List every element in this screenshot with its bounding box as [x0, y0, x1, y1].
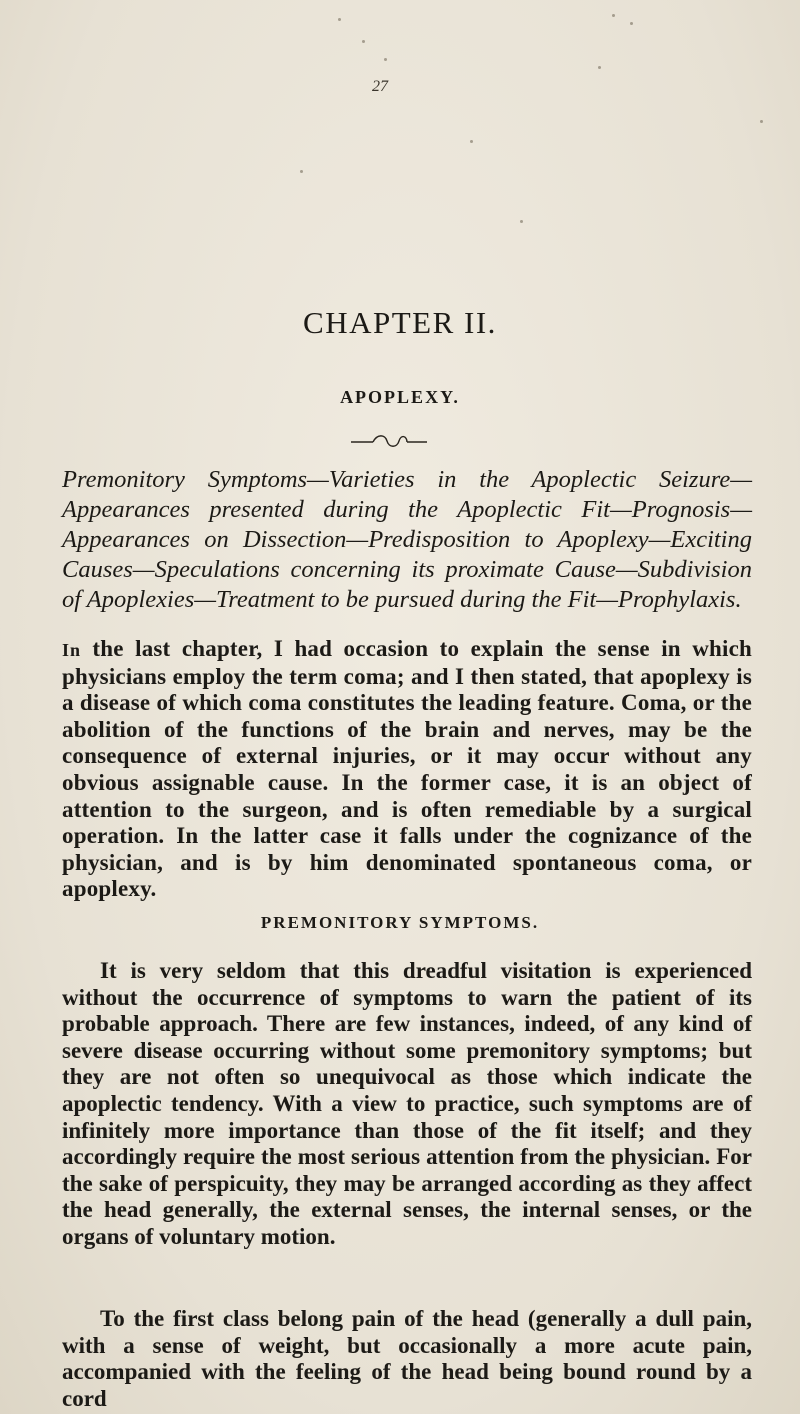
intro-text: the last chapter, I had occasion to explain the sense in which physicians employ the term coma; and I then stated, that apoplexy is a disease of which coma constitutes the leading feature. Coma, or the abolition of the functions of the brain and nerves, may be the consequence of external injuries, or it may occur without any obvious assignable cause. In the former case, it is an object of attention to the surgeon, and is often remediable by a surgical operation. In the latter case it falls under the cognizance of the physician, and is by him denominated spontaneous coma, or apoplexy.: [62, 636, 752, 902]
speckle: [612, 14, 615, 17]
intro-paragraph: [62, 636, 752, 903]
ornament-divider-icon: [349, 432, 429, 450]
speckle: [470, 140, 473, 143]
drop-initial: In: [62, 640, 82, 660]
speckle: [300, 170, 303, 173]
chapter-subject: APOPLEXY.: [340, 387, 460, 407]
speckle: [384, 58, 387, 61]
speckle: [362, 40, 365, 43]
speckle: [598, 66, 601, 69]
section-heading: PREMONITORY SYMPTOMS.: [260, 913, 540, 932]
body-paragraph: To the first class belong pain of the head (generally a dull pain, with a sense of weight, but occasionally a more acute pain, accompanied with the feeling of the head being bound round by a cord: [62, 1306, 752, 1411]
synopsis-text: Premonitory Symptoms—Varieties in the Apoplectic Seizure—Appearances presented during the Apoplectic Fit—Prognosis—Appearances on Dissection—Predisposition to Apoplexy—Exciting Causes—Speculations concerning its proximate Cause—Subdivision of Apoplexies—Treatment to be pursued during the Fit—Prophylaxis.: [62, 466, 752, 613]
speckle: [338, 18, 341, 21]
chapter-title: CHAPTER II.: [303, 305, 497, 340]
chapter-synopsis: [62, 465, 752, 615]
page-number: 27: [372, 78, 388, 95]
speckle: [760, 120, 763, 123]
speckle: [520, 220, 523, 223]
body-paragraph: It is very seldom that this dreadful visitation is experienced without the occurrence of symptoms to warn the patient of its probable approach. There are few instances, indeed, of any kind of severe disease occurring without some premonitory symptoms; but they are not often so unequivocal as those which indicate the apoplectic tendency. With a view to practice, such symptoms are of infinitely more importance than those of the fit itself; and they accordingly require the most serious attention from the physician. For the sake of perspicuity, they may be arranged according as they affect the head generally, the external senses, the internal senses, or the organs of voluntary motion.: [62, 958, 752, 1249]
speckle: [630, 22, 633, 25]
